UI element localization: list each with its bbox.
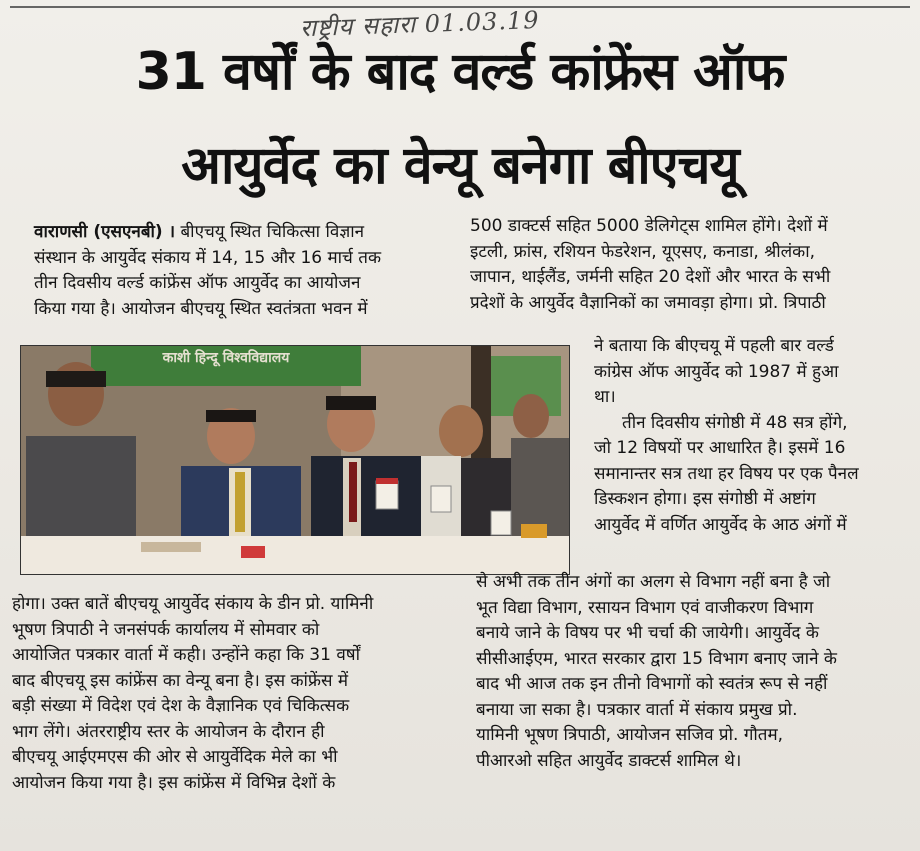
article-line: यामिनी भूषण त्रिपाठी, आयोजन सजिव प्रो. गौतम,: [476, 725, 784, 745]
article-line: आयोजित पत्रकार वार्ता में कही। उन्होंने कहा कि 31 वर्षों: [12, 645, 360, 665]
article-line: बाद भी आज तक इन तीनो विभागों को स्वतंत्र रूप से नहीं: [476, 674, 828, 694]
article-line: संस्थान के आयुर्वेद संकाय में 14, 15 और 16 मार्च तक: [34, 247, 382, 268]
article-line: होगा। उक्त बातें बीएचयू आयुर्वेद संकाय के डीन प्रो. यामिनी: [12, 594, 374, 614]
article-line: 500 डाक्टर्स सहित 5000 डेलिगेट्स शामिल होंगे। देशों में: [470, 216, 828, 236]
dateline: वाराणसी (एसएनबी) ।: [34, 222, 176, 242]
headline-line-2: आयुर्वेद का वेन्यू बनेगा बीएचयू: [181, 136, 739, 196]
article-line: इटली, फ्रांस, रशियन फेडरेशन, यूएसए, कनाडा, श्रीलंका,: [470, 241, 816, 262]
article-line: भाग लेंगे। अंतरराष्ट्रीय स्तर के आयोजन के दौरान ही: [12, 721, 325, 742]
press-conference-photo: [20, 345, 570, 575]
article-line: बनाये जाने के विषय पर भी चर्चा की जायेगी। आयुर्वेद के: [476, 623, 819, 643]
article-line: [34, 220, 464, 246]
article-line: था।: [594, 387, 616, 407]
article-line: ने बताया कि बीएचयू में पहली बार वर्ल्ड: [594, 336, 834, 356]
article-line: आयोजन किया गया है। इस कांफ्रेंस में विभिन्न देशों के: [12, 772, 336, 793]
article-line: डिस्कशन होगा। इस संगोष्ठी में अष्टांग: [594, 489, 816, 509]
article-line: किया गया है। आयोजन बीएचयू स्थित स्वतंत्रता भवन में: [34, 298, 368, 319]
photo-banner-text: काशी हिन्दू विश्वविद्यालय: [162, 350, 290, 366]
article-line: बीएचयू आईएमएस की ओर से आयुर्वेदिक मेले का भी: [12, 747, 338, 767]
headline-line-1: 31 वर्षों के बाद वर्ल्ड कांफ्रेंस ऑफ: [135, 42, 785, 102]
article-line: प्रदेशों के आयुर्वेद वैज्ञानिकों का जमावड़ा होगा। प्रो. त्रिपाठी: [470, 292, 826, 313]
article-line-text: बीएचयू स्थित चिकित्सा विज्ञान: [180, 222, 365, 242]
article-line: बड़ी संख्या में विदेश एवं देश के वैज्ञानिक एवं चिकित्सक: [12, 696, 350, 716]
article-line: आयुर्वेद में वर्णित आयुर्वेद के आठ अंगों में: [594, 514, 847, 535]
article-left-bottom-column: [12, 592, 467, 796]
article-line: कांग्रेस ऑफ आयुर्वेद को 1987 में हुआ: [594, 361, 839, 382]
article-left-top-column: [34, 220, 464, 322]
article-right-mid-column: [594, 334, 914, 538]
article-line: बनाया जा सका है। पत्रकार वार्ता में संकाय प्रमुख प्रो.: [476, 699, 798, 720]
article-right-bottom-column: [476, 570, 916, 774]
article-line: सीसीआईएम, भारत सरकार द्वारा 15 विभाग बनाए जाने के: [476, 648, 837, 669]
article-line: तीन दिवसीय संगोष्ठी में 48 सत्र होंगे,: [622, 412, 848, 433]
article-line: से अभी तक तीन अंगों का अलग से विभाग नहीं बना है जो: [476, 572, 831, 592]
article-right-top-column: [470, 214, 910, 316]
article-line: भूषण त्रिपाठी ने जनसंपर्क कार्यालय में सोमवार को: [12, 619, 320, 640]
handwritten-note: राष्ट्रीय सहारा 01.03.19: [299, 5, 540, 43]
article-line: भूत विद्या विभाग, रसायन विभाग एवं वाजीकरण विभाग: [476, 597, 814, 618]
article-line: तीन दिवसीय वर्ल्ड कांफ्रेंस ऑफ आयुर्वेद का आयोजन: [34, 273, 361, 293]
article-line: जो 12 विषयों पर आधारित है। इसमें 16: [594, 438, 846, 458]
article-line: समानान्तर सत्र तथा हर विषय पर एक पैनल: [594, 463, 859, 484]
article-line: बाद बीएचयू इस कांफ्रेंस का वेन्यू बना है। इस कांफ्रेंस में: [12, 670, 349, 691]
article-line: पीआरओ सहित आयुर्वेद डाक्टर्स शामिल थे।: [476, 750, 742, 771]
article-line: जापान, थाईलैंड, जर्मनी सहित 20 देशों और भारत के सभी: [470, 267, 831, 287]
